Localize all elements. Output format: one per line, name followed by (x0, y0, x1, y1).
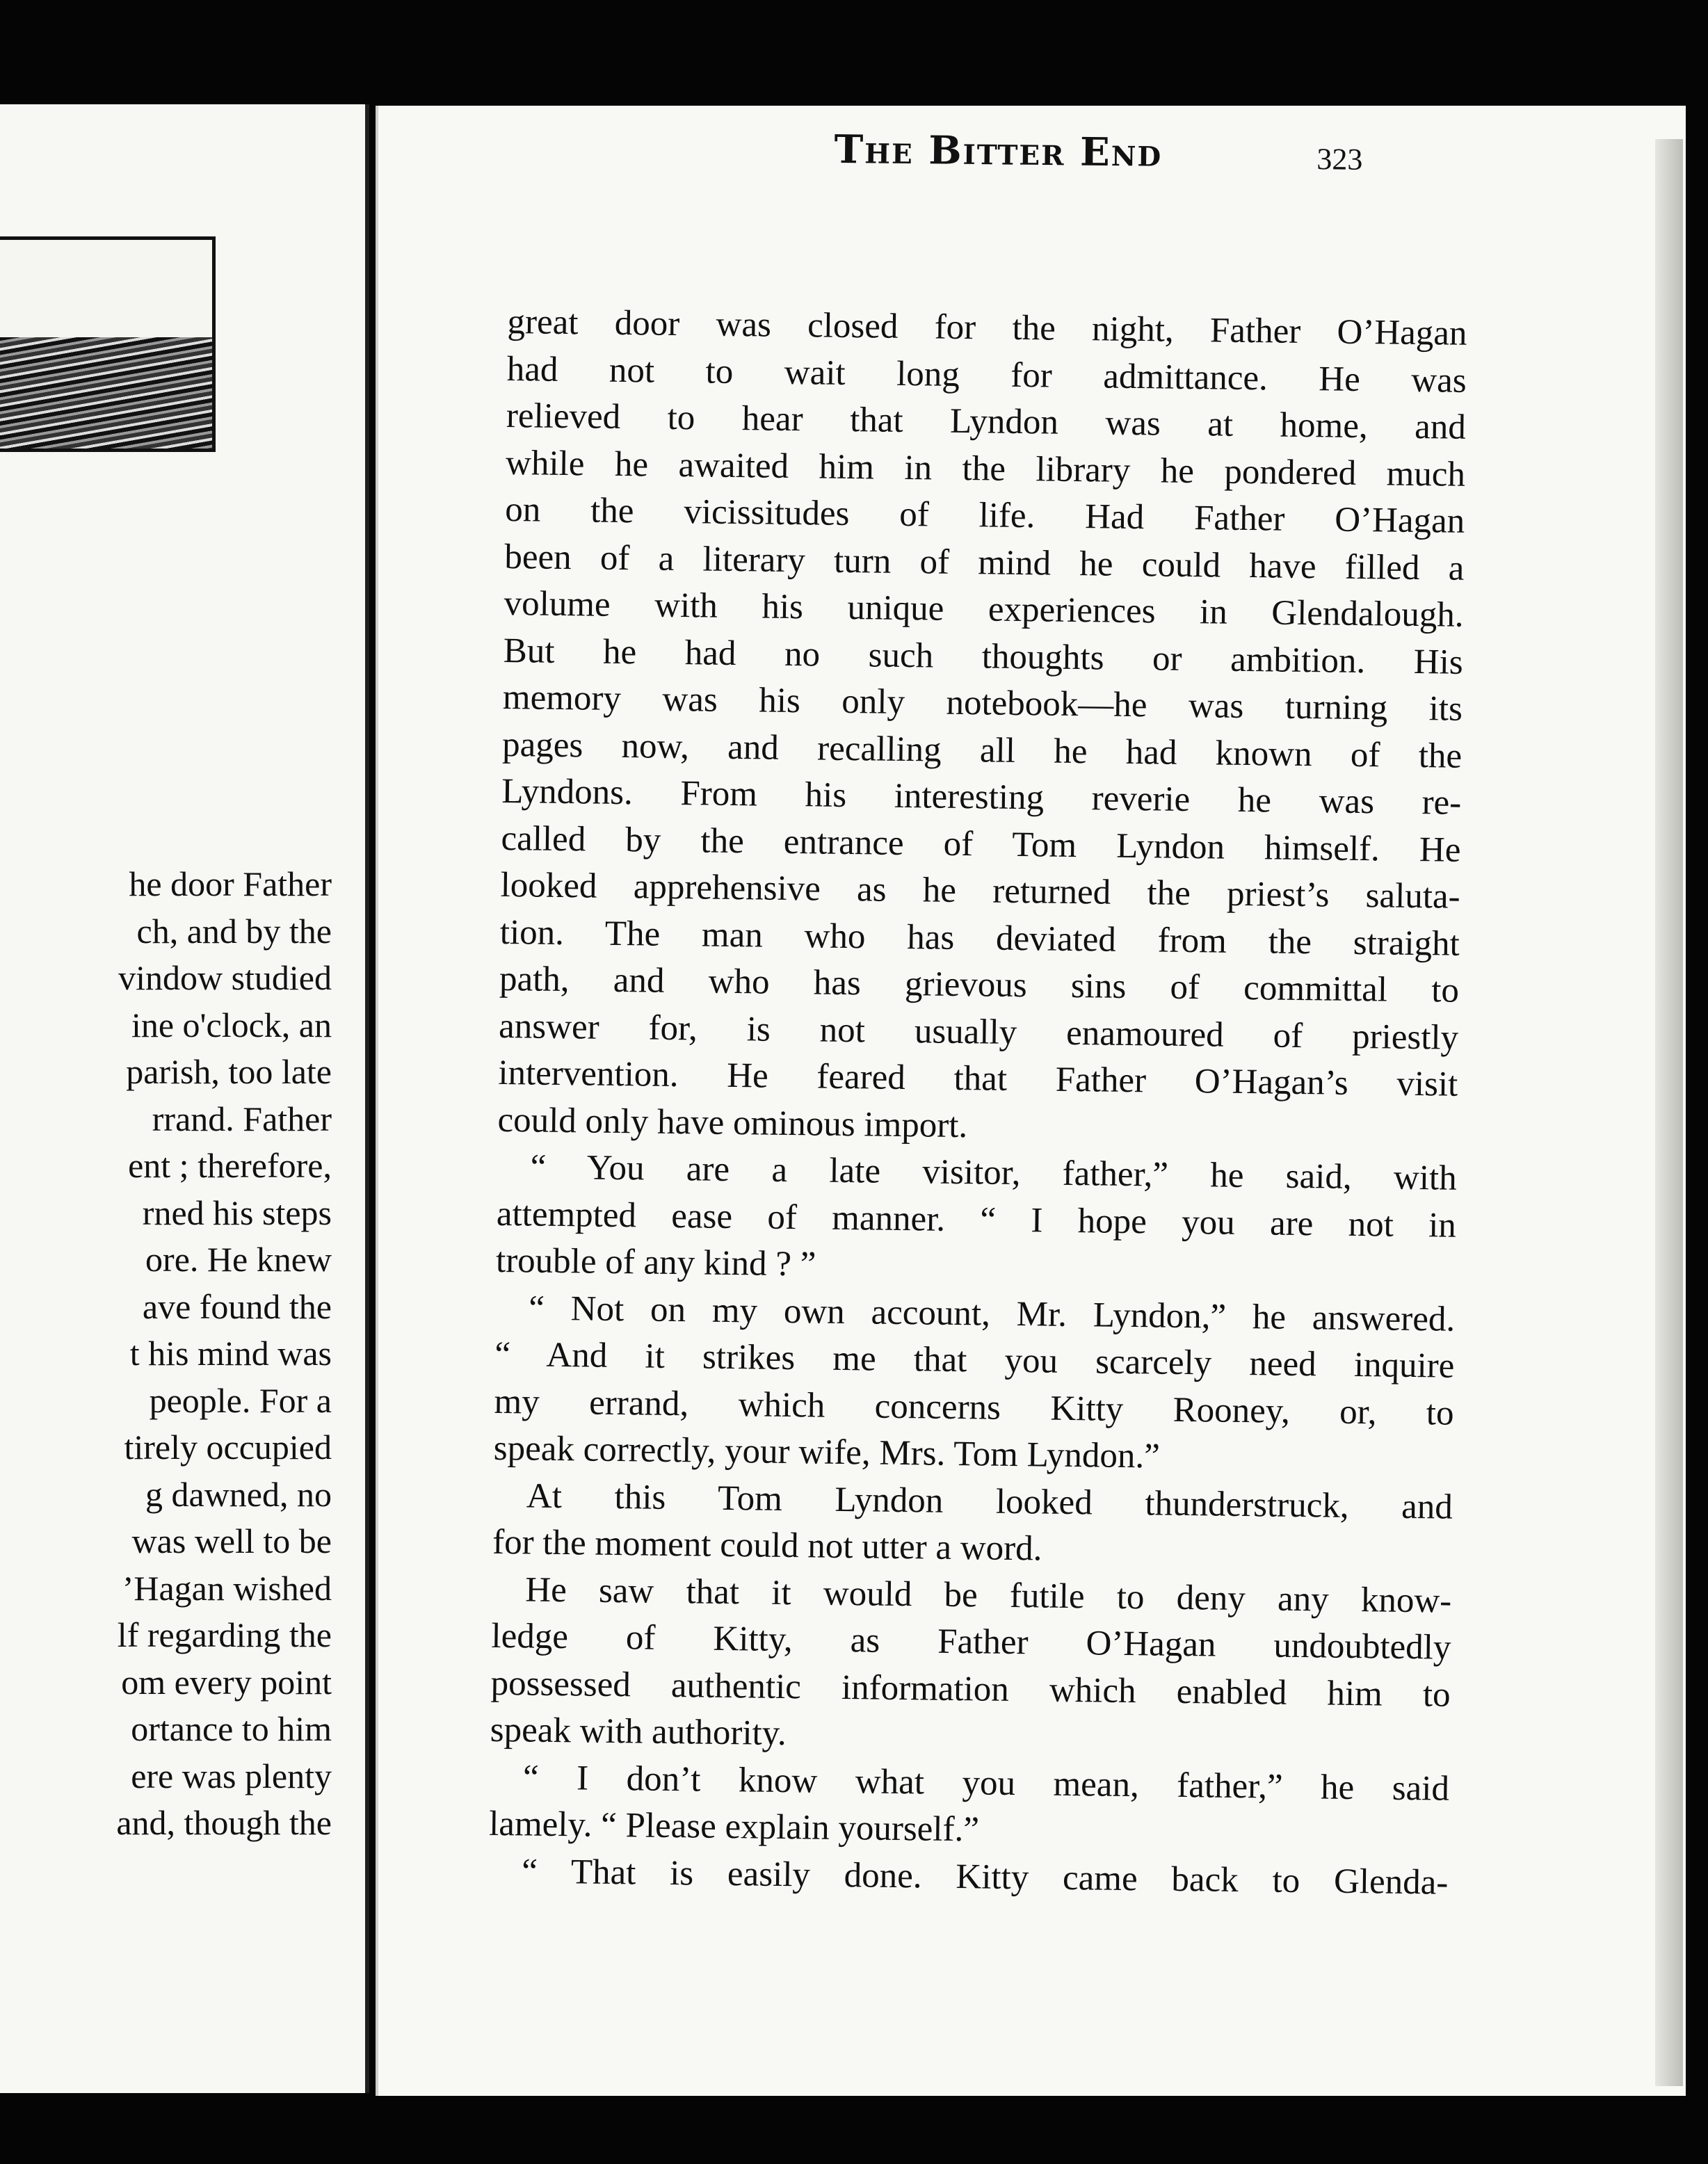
left-line: ine o'clock, an (131, 1005, 332, 1044)
text-line: pages now, and recalling all he had known of the (501, 725, 1463, 776)
page-header (444, 117, 1419, 183)
illustration-sea (0, 337, 212, 449)
text-line: answer for, is not usually enamoured of priestly (498, 1006, 1459, 1058)
left-line: ch, and by the (136, 911, 332, 951)
facing-page-left (0, 104, 369, 2093)
text-line: memory was his only notebook—he was turning its (502, 677, 1463, 729)
text-line: trouble of any kind ? ” (495, 1241, 816, 1284)
left-line: parish, too late (126, 1052, 332, 1091)
text-line: But he had no such thoughts or ambition. His (503, 631, 1464, 682)
text-line: been of a literary turn of mind he could have filled a (504, 537, 1465, 588)
left-line: ave found the (142, 1286, 332, 1326)
text-line: volume with his unique experiences in Glendalough. (503, 583, 1464, 635)
text-line: attempted ease of manner. “ I hope you are not in (496, 1194, 1457, 1245)
text-line: path, and who has grievous sins of committal to (499, 959, 1460, 1010)
text-line: “ And it strikes me that you scarcely need inquire (494, 1334, 1455, 1386)
text-line: tion. The man who has deviated from the straight (499, 912, 1460, 964)
text-line: looked apprehensive as he returned the priest’s saluta- (500, 865, 1460, 917)
text-line: possessed authentic information which enabled him to (490, 1663, 1451, 1715)
body-text (488, 299, 1467, 1907)
text-line: could only have ominous import. (497, 1100, 968, 1145)
text-line: ledge of Kitty, as Father O’Hagan undoubtedly (491, 1616, 1451, 1668)
left-line: ortance to him (131, 1709, 332, 1748)
left-line: om every point (121, 1662, 332, 1702)
text-line: “ That is easily done. Kitty came back to Glenda- (522, 1851, 1449, 1903)
text-line: “ I don’t know what you mean, father,” he said (522, 1757, 1450, 1809)
text-line: my errand, which concerns Kitty Rooney, or, to (494, 1382, 1454, 1433)
left-line: ent ; therefore, (128, 1146, 332, 1185)
left-line: he door Father (129, 864, 332, 903)
left-line: people. For a (149, 1380, 332, 1420)
text-line: for the moment could not utter a word. (492, 1522, 1042, 1569)
illustration-sky (0, 240, 212, 337)
text-line: while he awaited him in the library he pondered much (505, 443, 1466, 494)
left-line: ’Hagan wished (122, 1568, 332, 1608)
left-line: tirely occupied (124, 1428, 332, 1467)
text-line: speak with authority. (490, 1710, 787, 1754)
text-line: intervention. He feared that Father O’Hagan’s visit (498, 1053, 1458, 1104)
left-line: rrand. Father (152, 1099, 332, 1138)
left-line: and, though the (116, 1803, 332, 1842)
text-line: on the vicissitudes of life. Had Father O’Hagan (504, 490, 1465, 541)
left-page-text (0, 861, 332, 1847)
left-line: ere was plenty (131, 1756, 332, 1795)
left-line: ore. He knew (145, 1240, 332, 1279)
left-line: lf regarding the (117, 1615, 332, 1654)
text-line: At this Tom Lyndon looked thunderstruck, and (526, 1476, 1453, 1527)
left-line: g dawned, no (145, 1474, 332, 1514)
text-line: great door was closed for the night, Father O’Hagan (507, 302, 1467, 353)
left-line: t his mind was (129, 1334, 332, 1373)
text-line: Lyndons. From his interesting reverie he was re- (501, 771, 1462, 823)
text-line: lamely. “ Please explain yourself.” (488, 1804, 980, 1850)
text-line: called by the entrance of Tom Lyndon himself. He (501, 818, 1461, 870)
text-line: “ You are a late visitor, father,” he said, with (530, 1147, 1457, 1198)
page-edge (1655, 139, 1683, 2086)
text-line: speak correctly, your wife, Mrs. Tom Lyndon.” (493, 1428, 1161, 1476)
text-line: He saw that it would be futile to deny any know- (524, 1569, 1452, 1621)
text-line: relieved to hear that Lyndon was at home, and (506, 396, 1467, 447)
left-line: rned his steps (142, 1193, 332, 1232)
running-title: The Bitter End (834, 126, 1163, 176)
left-line: vindow studied (118, 958, 332, 997)
seascape-illustration (0, 236, 216, 452)
page-number: 323 (1316, 142, 1363, 177)
text-line: had not to wait long for admittance. He was (506, 349, 1467, 401)
text-line: “ Not on my own account, Mr. Lyndon,” he answered. (528, 1288, 1456, 1339)
left-line: was well to be (131, 1521, 332, 1560)
